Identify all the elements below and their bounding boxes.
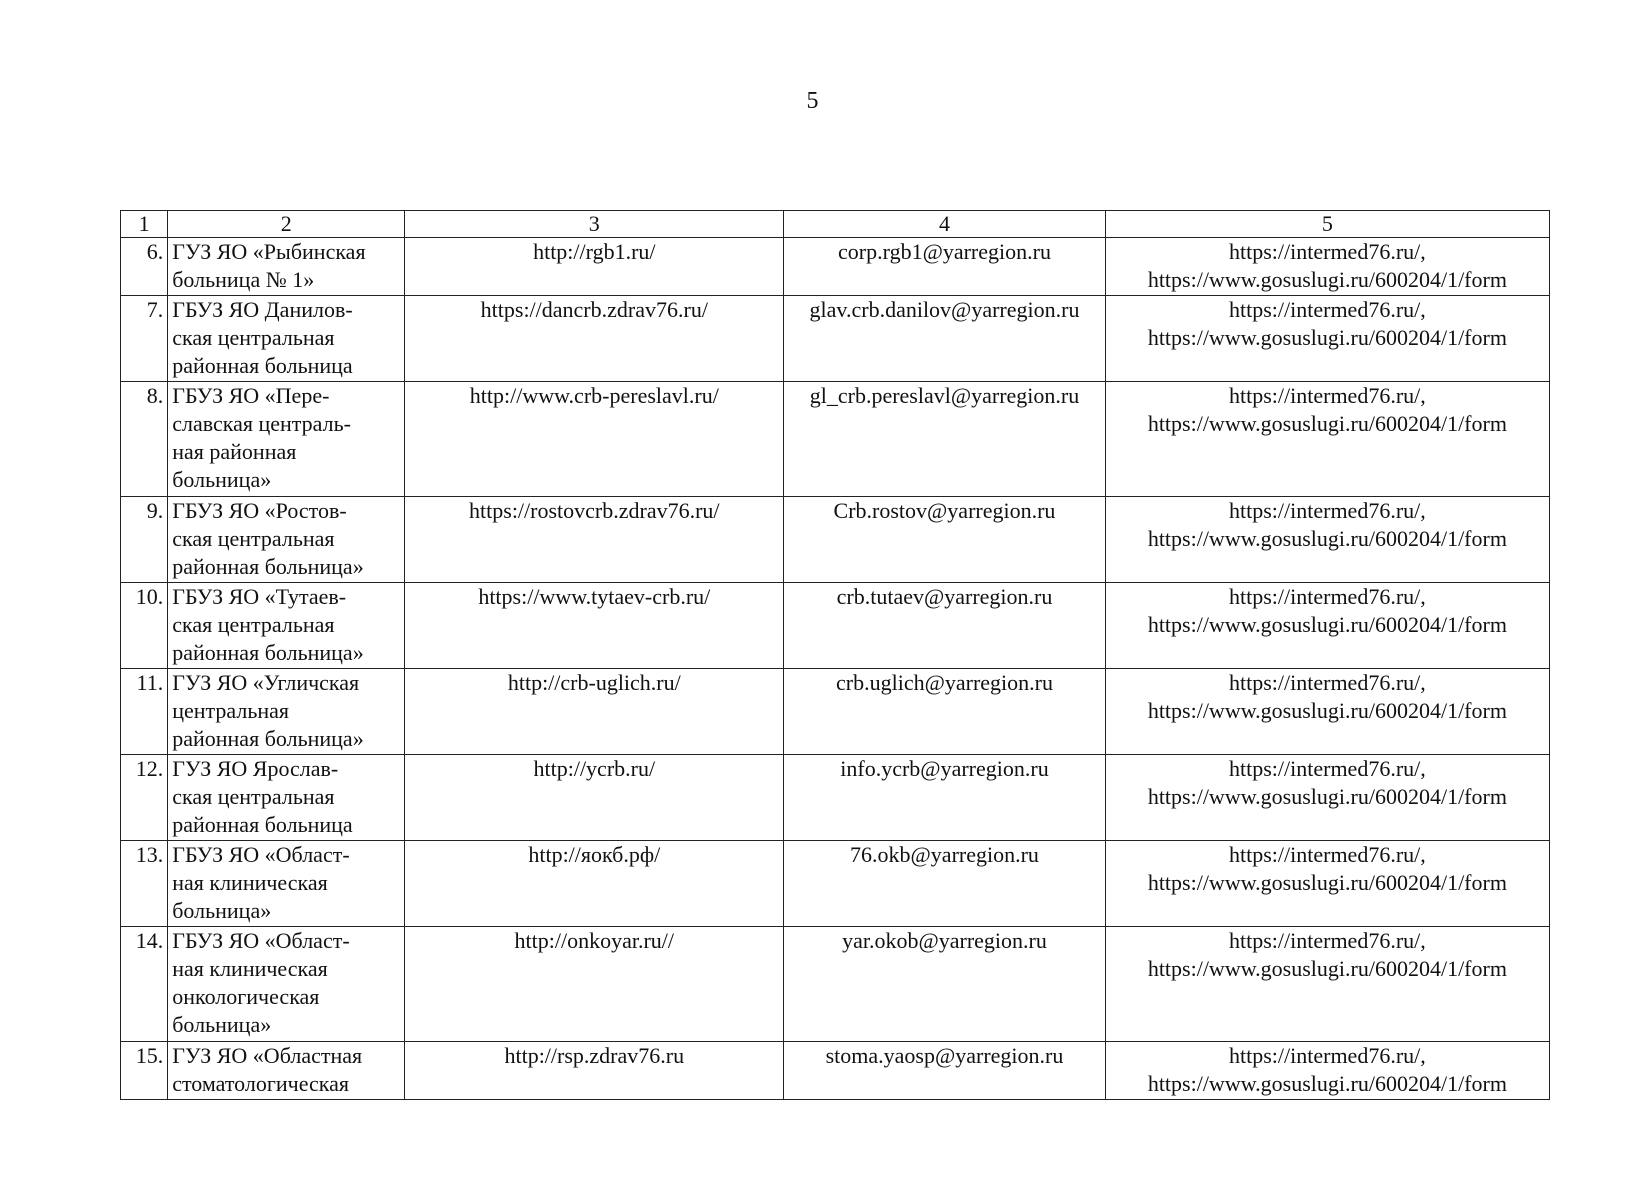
appointment-links[interactable]: https://intermed76.ru/, https://www.gosuslugi.ru/600204/1/form (1105, 669, 1549, 755)
table-row (121, 382, 1550, 497)
institution-name: ГУЗ ЯО Ярослав- ская центральная районная больница (168, 755, 405, 841)
institution-name: ГБУЗ ЯО «Област- ная клиническая больница» (168, 841, 405, 927)
row-number: 12. (121, 755, 168, 841)
header-row (121, 211, 1550, 238)
appointment-links[interactable]: https://intermed76.ru/, https://www.gosuslugi.ru/600204/1/form (1105, 238, 1549, 296)
website-link[interactable]: https://rostovcrb.zdrav76.ru/ (405, 497, 784, 583)
appointment-links[interactable]: https://intermed76.ru/, https://www.gosuslugi.ru/600204/1/form (1105, 755, 1549, 841)
table-row (121, 1042, 1550, 1100)
table-row (121, 296, 1550, 382)
table-row (121, 841, 1550, 927)
website-link[interactable]: http://crb-uglich.ru/ (405, 669, 784, 755)
website-link[interactable]: http://rsp.zdrav76.ru (405, 1042, 784, 1100)
email-link[interactable]: 76.okb@yarregion.ru (784, 841, 1106, 927)
header-cell-5: 5 (1105, 211, 1549, 238)
appointment-links[interactable]: https://intermed76.ru/, https://www.gosuslugi.ru/600204/1/form (1105, 497, 1549, 583)
row-number: 10. (121, 583, 168, 669)
row-number: 6. (121, 238, 168, 296)
institution-name: ГУЗ ЯО «Угличская центральная районная больница» (168, 669, 405, 755)
institution-name: ГБУЗ ЯО «Пере- славская централь- ная районная больница» (168, 382, 405, 497)
email-link[interactable]: gl_crb.pereslavl@yarregion.ru (784, 382, 1106, 497)
website-link[interactable]: https://www.tytaev-crb.ru/ (405, 583, 784, 669)
appointment-links[interactable]: https://intermed76.ru/, https://www.gosuslugi.ru/600204/1/form (1105, 927, 1549, 1042)
row-number: 11. (121, 669, 168, 755)
header-cell-2: 2 (168, 211, 405, 238)
institution-name: ГБУЗ ЯО «Ростов- ская центральная районная больница» (168, 497, 405, 583)
appointment-links[interactable]: https://intermed76.ru/, https://www.gosuslugi.ru/600204/1/form (1105, 841, 1549, 927)
email-link[interactable]: Crb.rostov@yarregion.ru (784, 497, 1106, 583)
email-link[interactable]: crb.uglich@yarregion.ru (784, 669, 1106, 755)
institution-name: ГБУЗ ЯО Данилов- ская центральная районная больница (168, 296, 405, 382)
appointment-links[interactable]: https://intermed76.ru/, https://www.gosuslugi.ru/600204/1/form (1105, 1042, 1549, 1100)
header-cell-3: 3 (405, 211, 784, 238)
table-row (121, 669, 1550, 755)
table-row (121, 583, 1550, 669)
appointment-links[interactable]: https://intermed76.ru/, https://www.gosuslugi.ru/600204/1/form (1105, 296, 1549, 382)
website-link[interactable]: http://ycrb.ru/ (405, 755, 784, 841)
institution-name: ГБУЗ ЯО «Област- ная клиническая онкологическая больница» (168, 927, 405, 1042)
page-number: 5 (806, 88, 819, 114)
email-link[interactable]: stoma.yaosp@yarregion.ru (784, 1042, 1106, 1100)
email-link[interactable]: glav.crb.danilov@yarregion.ru (784, 296, 1106, 382)
table-row (121, 927, 1550, 1042)
row-number: 8. (121, 382, 168, 497)
table-row (121, 755, 1550, 841)
table-row (121, 238, 1550, 296)
appointment-links[interactable]: https://intermed76.ru/, https://www.gosuslugi.ru/600204/1/form (1105, 382, 1549, 497)
institution-name: ГУЗ ЯО «Рыбинская больница № 1» (168, 238, 405, 296)
row-number: 14. (121, 927, 168, 1042)
website-link[interactable]: https://dancrb.zdrav76.ru/ (405, 296, 784, 382)
header-cell-1: 1 (121, 211, 168, 238)
email-link[interactable]: yar.okob@yarregion.ru (784, 927, 1106, 1042)
row-number: 9. (121, 497, 168, 583)
website-link[interactable]: http://яокб.рф/ (405, 841, 784, 927)
website-link[interactable]: http://rgb1.ru/ (405, 238, 784, 296)
appointment-links[interactable]: https://intermed76.ru/, https://www.gosuslugi.ru/600204/1/form (1105, 583, 1549, 669)
header-cell-4: 4 (784, 211, 1106, 238)
email-link[interactable]: crb.tutaev@yarregion.ru (784, 583, 1106, 669)
row-number: 13. (121, 841, 168, 927)
website-link[interactable]: http://onkoyar.ru// (405, 927, 784, 1042)
email-link[interactable]: info.ycrb@yarregion.ru (784, 755, 1106, 841)
row-number: 7. (121, 296, 168, 382)
hospitals-table (120, 210, 1550, 1100)
email-link[interactable]: corp.rgb1@yarregion.ru (784, 238, 1106, 296)
table-row (121, 497, 1550, 583)
website-link[interactable]: http://www.crb-pereslavl.ru/ (405, 382, 784, 497)
row-number: 15. (121, 1042, 168, 1100)
institution-name: ГБУЗ ЯО «Тутаев- ская центральная районная больница» (168, 583, 405, 669)
institution-name: ГУЗ ЯО «Областная стоматологическая (168, 1042, 405, 1100)
